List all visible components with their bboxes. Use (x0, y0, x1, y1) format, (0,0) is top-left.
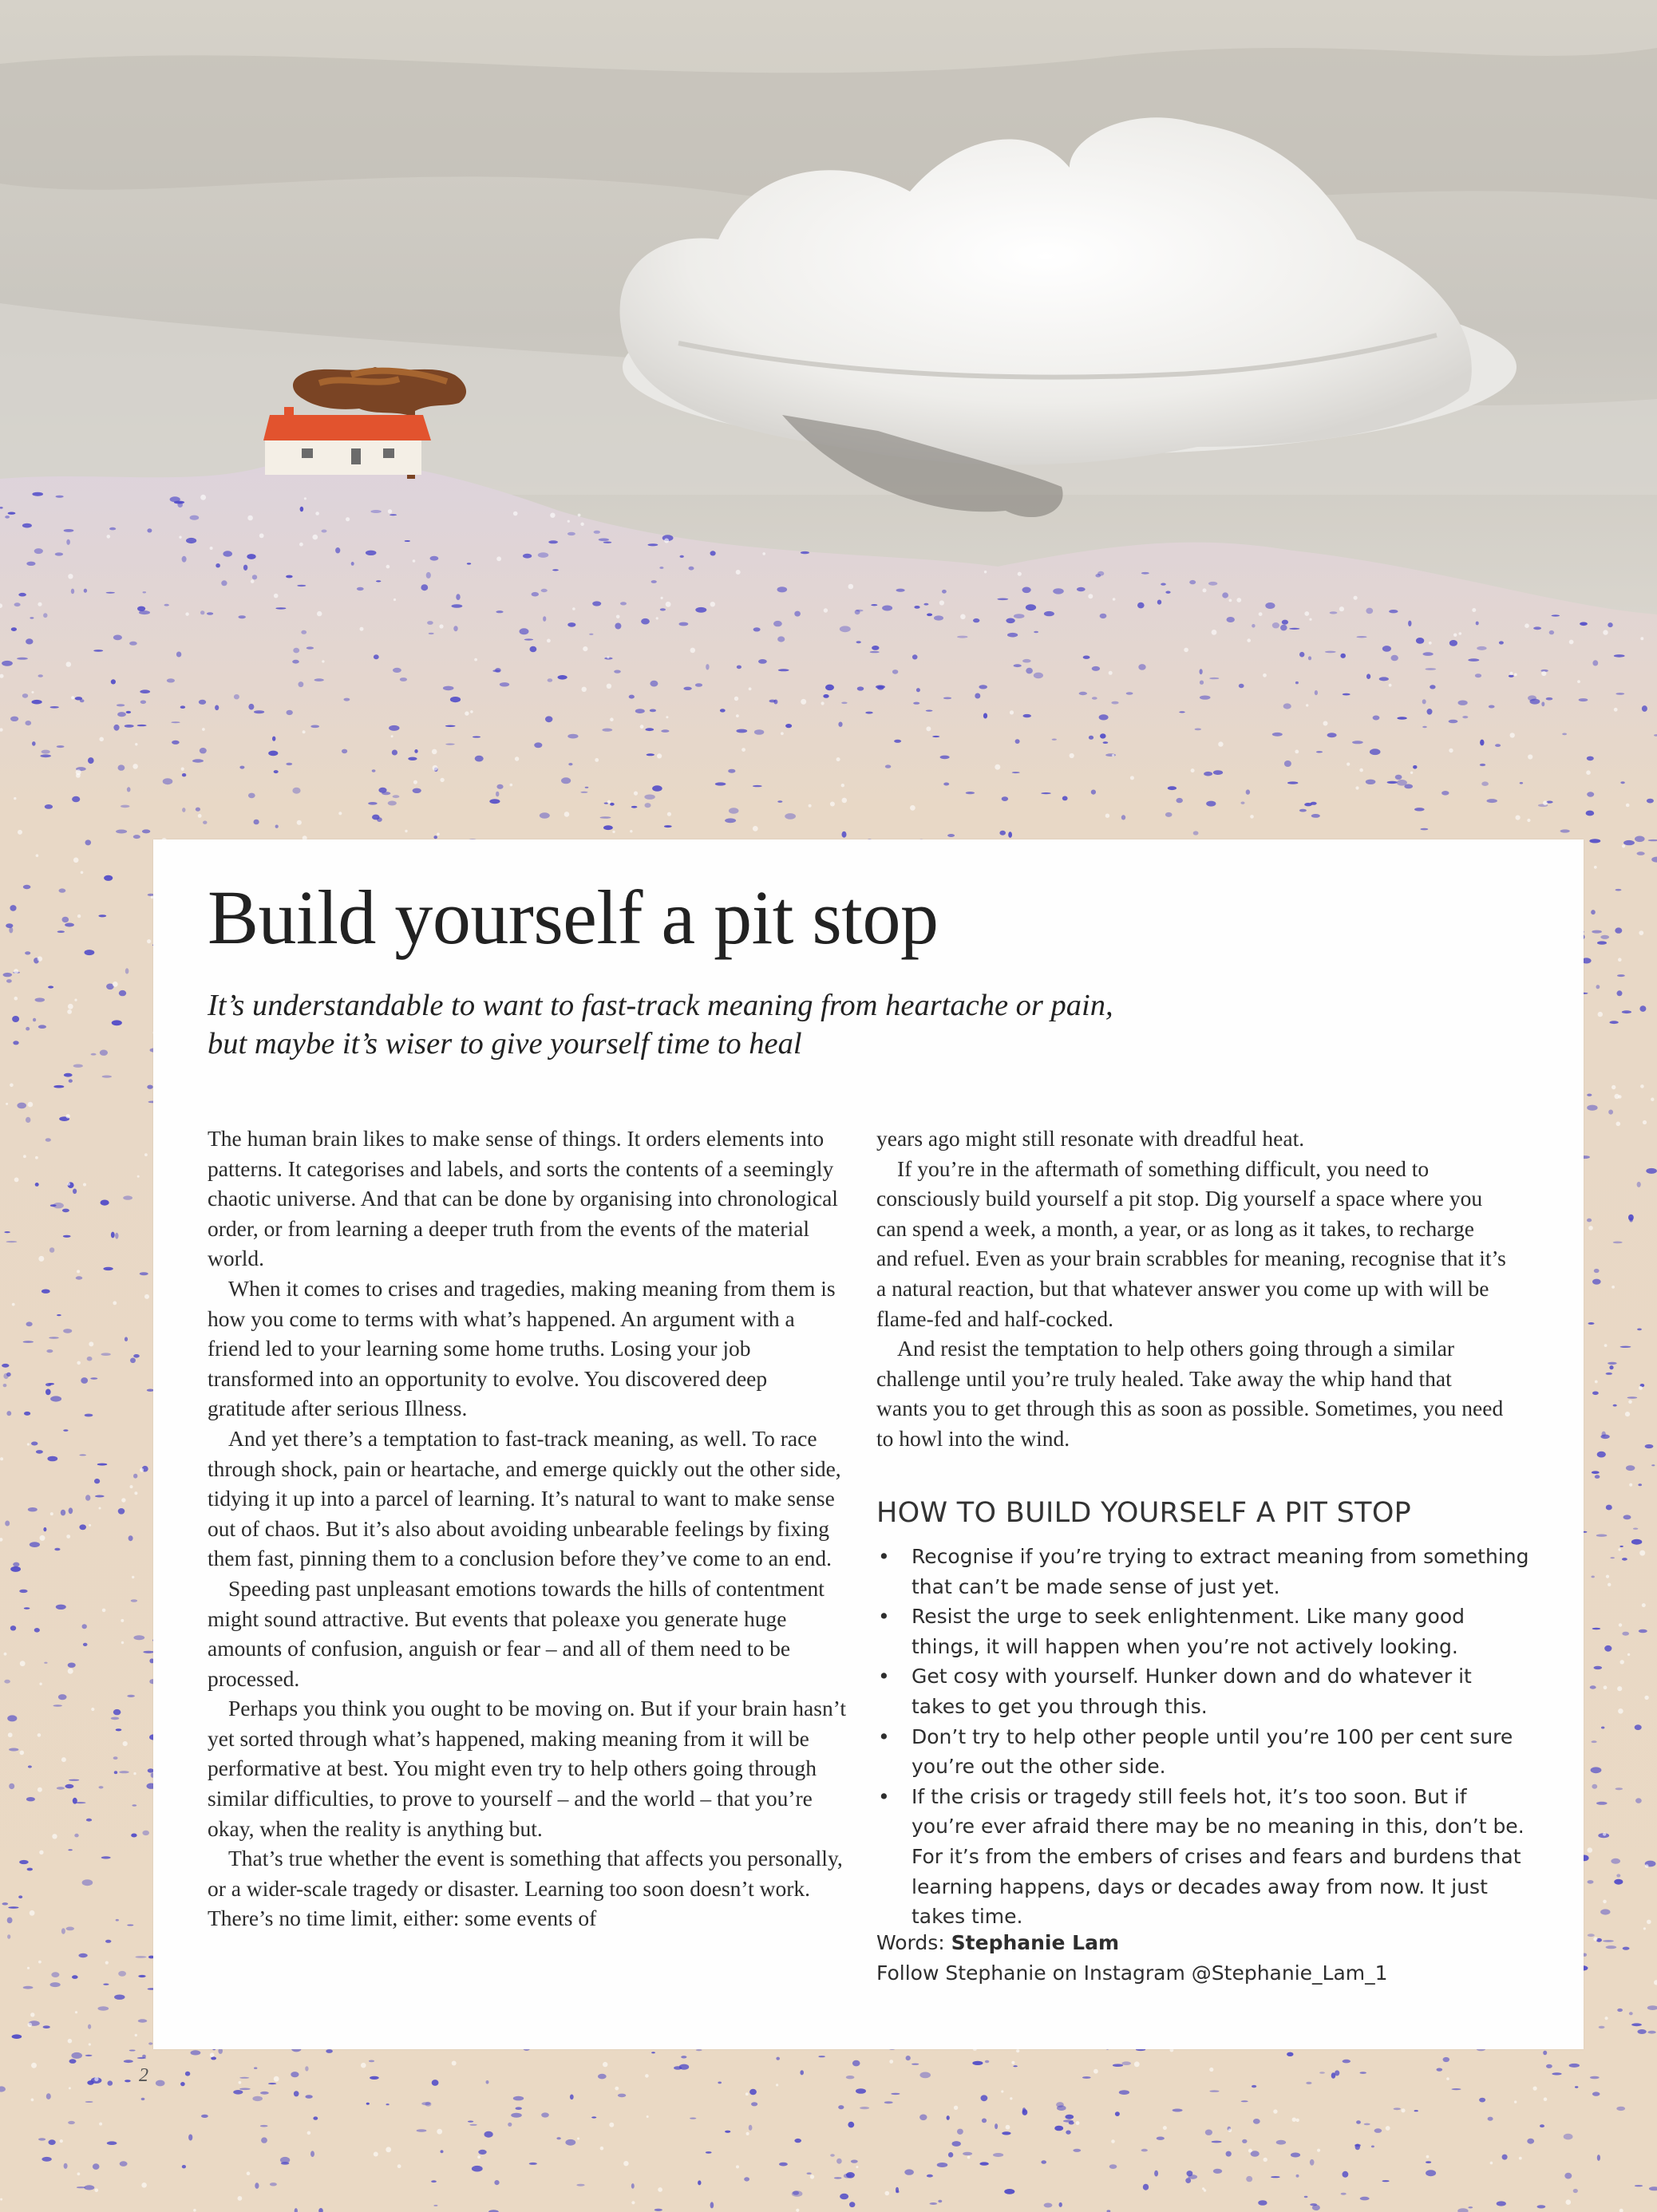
paragraph: The human brain likes to make sense of things. It orders elements into patterns. It categorises and labels, and sorts the contents of a seemingly chaotic universe. And that can be done by organising into chronological order, or from learning a deeper truth from the events of the material world. (208, 1126, 838, 1271)
credits (876, 1928, 1531, 1989)
follow-text: Follow Stephanie on Instagram @Stephanie_Lam_1 (876, 1961, 1388, 1985)
bullet-icon: • (878, 1605, 890, 1629)
article-card (153, 839, 1584, 2049)
paragraph: years ago might still resonate with dreadful heat. (876, 1126, 1305, 1151)
list-item (876, 1602, 1531, 1661)
list-item (876, 1542, 1531, 1602)
body-column-left (208, 1124, 846, 1934)
tips-list (876, 1542, 1531, 1932)
tip-text: Recognise if you’re trying to extract meaning from something that can’t be made sense of just yet. (912, 1545, 1529, 1598)
bullet-icon: • (878, 1724, 890, 1748)
byline (876, 1928, 1531, 1958)
list-item (876, 1782, 1531, 1932)
tip-text: Don’t try to help other people until you’re 100 per cent sure you’re out the other side. (912, 1724, 1513, 1779)
article-title: Build yourself a pit stop (208, 875, 939, 960)
paragraph: Speeding past unpleasant emotions towards the hills of contentment might sound attractive. But events that poleaxe you generate huge amounts of confusion, anguish or fear – and all of them need to be processed. (208, 1575, 825, 1691)
howto-heading: HOW TO BUILD YOURSELF A PIT STOP (876, 1497, 1412, 1529)
bullet-icon: • (878, 1665, 890, 1689)
tip-text: Resist the urge to seek enlightenment. Like many good things, it will happen when you’re not actively looking. (912, 1605, 1465, 1658)
bullet-icon: • (878, 1545, 890, 1568)
paragraph: That’s true whether the event is something that affects you personally, or a wider-scale tragedy or disaster. Learning too soon doesn’t work. There’s no time limit, either: some events of (208, 1846, 843, 1931)
paragraph: And resist the temptation to help others going through a similar challenge until you’re truly healed. Take away the whip hand that wants you to get through this as soon as possible. Sometimes, you need to howl into the wind. (876, 1336, 1504, 1451)
words-label: Words: (876, 1931, 951, 1954)
bullet-icon: • (878, 1784, 890, 1808)
page-number: 2 (139, 2065, 148, 2086)
article-standfirst: It’s understandable to want to fast-track meaning from heartache or pain, but maybe it’s wiser to give yourself time to heal (208, 989, 1113, 1061)
paragraph: When it comes to crises and tragedies, making meaning from them is how you come to terms with what’s happened. An argument with a friend led to your learning some home truths. Losing your job transformed into an opportunity to evolve. You discovered deep gratitude after serious Illness. (208, 1275, 836, 1421)
paragraph: Perhaps you think you ought to be moving on. But if your brain hasn’t yet sorted through what’s happened, making meaning from it will be performative at best. You might even try to help others going through similar difficulties, to prove to yourself – and the world – that you’re okay, when the reality is anything but. (208, 1696, 847, 1841)
list-item (876, 1722, 1531, 1782)
list-item (876, 1661, 1531, 1721)
tip-text: If the crisis or tragedy still feels hot, it’s too soon. But if you’re ever afraid there may be no meaning in this, don’t be. For it’s from the embers of crises and fears and burdens that learning happens, days or decades away from now. It just takes time. (912, 1784, 1525, 1929)
author-name: Stephanie Lam (951, 1931, 1120, 1954)
body-column-right (876, 1124, 1507, 1454)
paragraph: If you’re in the aftermath of something difficult, you need to consciously build yourself a pit stop. Dig yourself a space where you can spend a week, a month, a year, or as long as it takes, to recharge and refuel. Even as your brain scrabbles for meaning, recognise that it’s a natural reaction, but that whatever answer you come up with will be flame-fed and half-cocked. (876, 1155, 1506, 1331)
paragraph: And yet there’s a temptation to fast-track meaning, as well. To race through shock, pain or heartache, and emerge quickly out the other side, tidying it up into a parcel of learning. It’s natural to want to make sense out of chaos. But it’s also about avoiding unbearable feelings by fixing them fast, pinning them to a conclusion before they’ve come to an end. (208, 1425, 841, 1571)
tip-text: Get cosy with yourself. Hunker down and do whatever it takes to get you through this. (912, 1665, 1472, 1718)
